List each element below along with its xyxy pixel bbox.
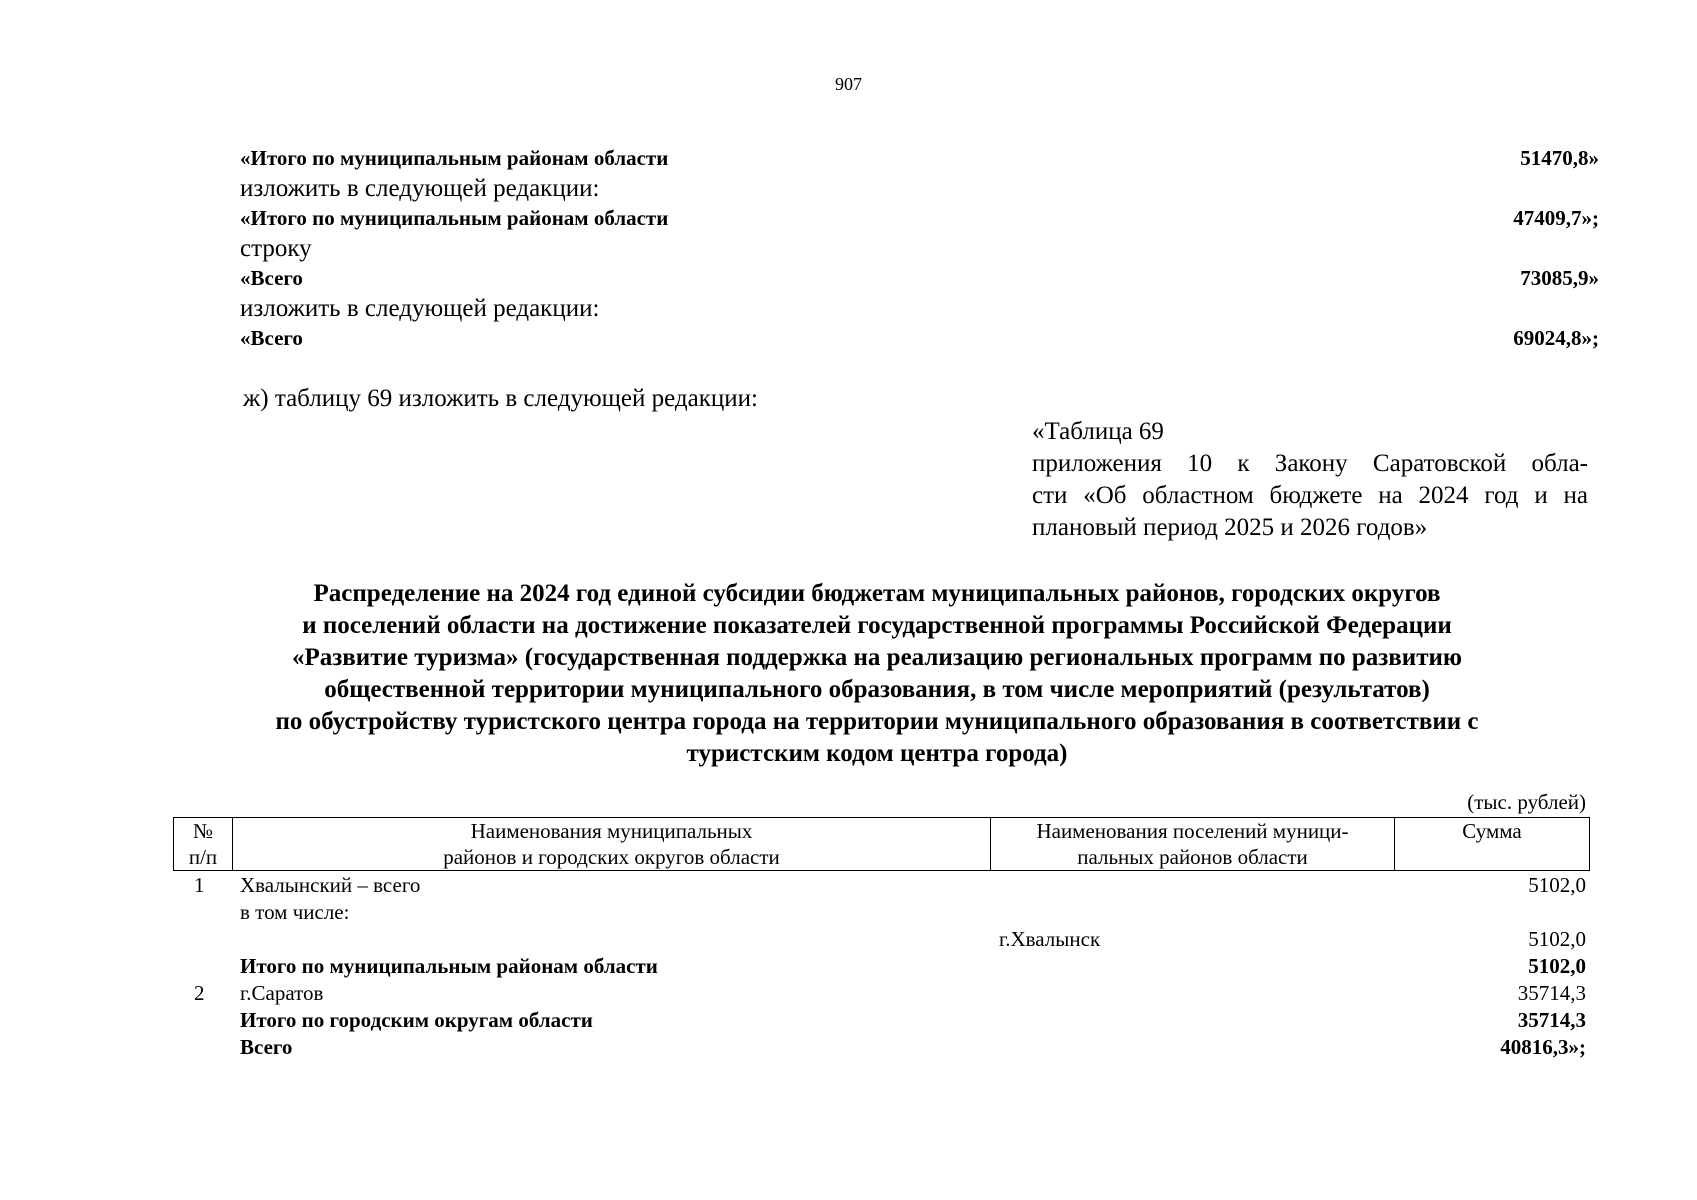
row-district: Итого по муниципальным районам области [240,954,658,978]
table-reference [1032,416,1588,544]
intro-line-5-value: 73085,9» [1520,266,1599,290]
row-sum: 35714,3 [1517,981,1586,1005]
header-settlements-line2: пальных районов области [1077,845,1308,869]
units-label: (тыс. рублей) [1467,790,1586,814]
row-sum: 35714,3 [1517,1008,1586,1032]
table-reference-line: приложения 10 к Закону Саратовской обла- [1032,450,1588,477]
table-header [173,817,1590,871]
intro-line-2-label: изложить в следующей редакции: [240,175,600,202]
row-settlement: г.Хвалынск [999,927,1101,951]
row-sum: 40816,3»; [1500,1035,1586,1059]
intro-line-3-label: «Итого по муниципальным районам области [240,206,669,230]
intro-line-1-label: «Итого по муниципальным районам области [240,146,669,170]
row-sum: 5102,0 [1528,954,1586,978]
intro-line-5-label: «Всего [240,266,303,290]
heading-line: туристским кодом центра города) [686,740,1068,767]
header-num-line1: № [192,819,214,843]
intro-line-7-label: «Всего [240,326,303,350]
row-sum: 5102,0 [1528,873,1586,897]
row-district: г.Саратов [240,981,324,1005]
intro-line-1-value: 51470,8» [1520,146,1599,170]
header-num-line2: п/п [188,845,218,869]
heading-line: и поселений области на достижение показателей государственной программы Российской Федерации [302,612,1452,639]
header-sum [1395,818,1589,870]
row-district: Итого по городским округам области [240,1008,593,1032]
row-district: Хвалынский – всего [240,873,421,897]
instruction-text: ж) таблицу 69 изложить в следующей редакции: [243,385,758,412]
page-number: 907 [835,74,862,94]
row-sum: 5102,0 [1528,927,1586,951]
row-district: Всего [240,1035,293,1059]
header-num [174,818,232,870]
heading-line: общественной территории муниципального образования, в том числе мероприятий (результатов) [324,676,1430,703]
heading-line: Распределение на 2024 год единой субсидии бюджетам муниципальных районов, городских округов [313,580,1441,607]
header-settlements [991,818,1394,870]
table-heading [0,578,1697,770]
header-settlements-line1: Наименования поселений муници- [1036,819,1349,843]
header-districts-line1: Наименования муниципальных [470,819,753,843]
heading-line: по обустройству туристского центра города на территории муниципального образования в соответствии с [275,708,1479,735]
intro-line-3-value: 47409,7»; [1513,206,1599,230]
header-sum-label: Сумма [1462,819,1522,843]
table-reference-line: «Таблица 69 [1032,418,1164,445]
intro-line-7-value: 69024,8»; [1513,326,1599,350]
row-district: в том числе: [240,900,350,924]
table-reference-line: плановый период 2025 и 2026 годов» [1032,514,1428,541]
heading-line: «Развитие туризма» (государственная поддержка на реализацию региональных программ по развитию [291,644,1463,671]
intro-line-6-label: изложить в следующей редакции: [240,295,600,322]
header-districts-line2: районов и городских округов области [443,845,780,869]
row-num: 2 [194,981,205,1005]
row-num: 1 [194,873,205,897]
intro-line-4-label: строку [240,235,312,262]
header-districts [233,818,990,870]
table-reference-line: сти «Об областном бюджете на 2024 год и на [1032,482,1588,509]
